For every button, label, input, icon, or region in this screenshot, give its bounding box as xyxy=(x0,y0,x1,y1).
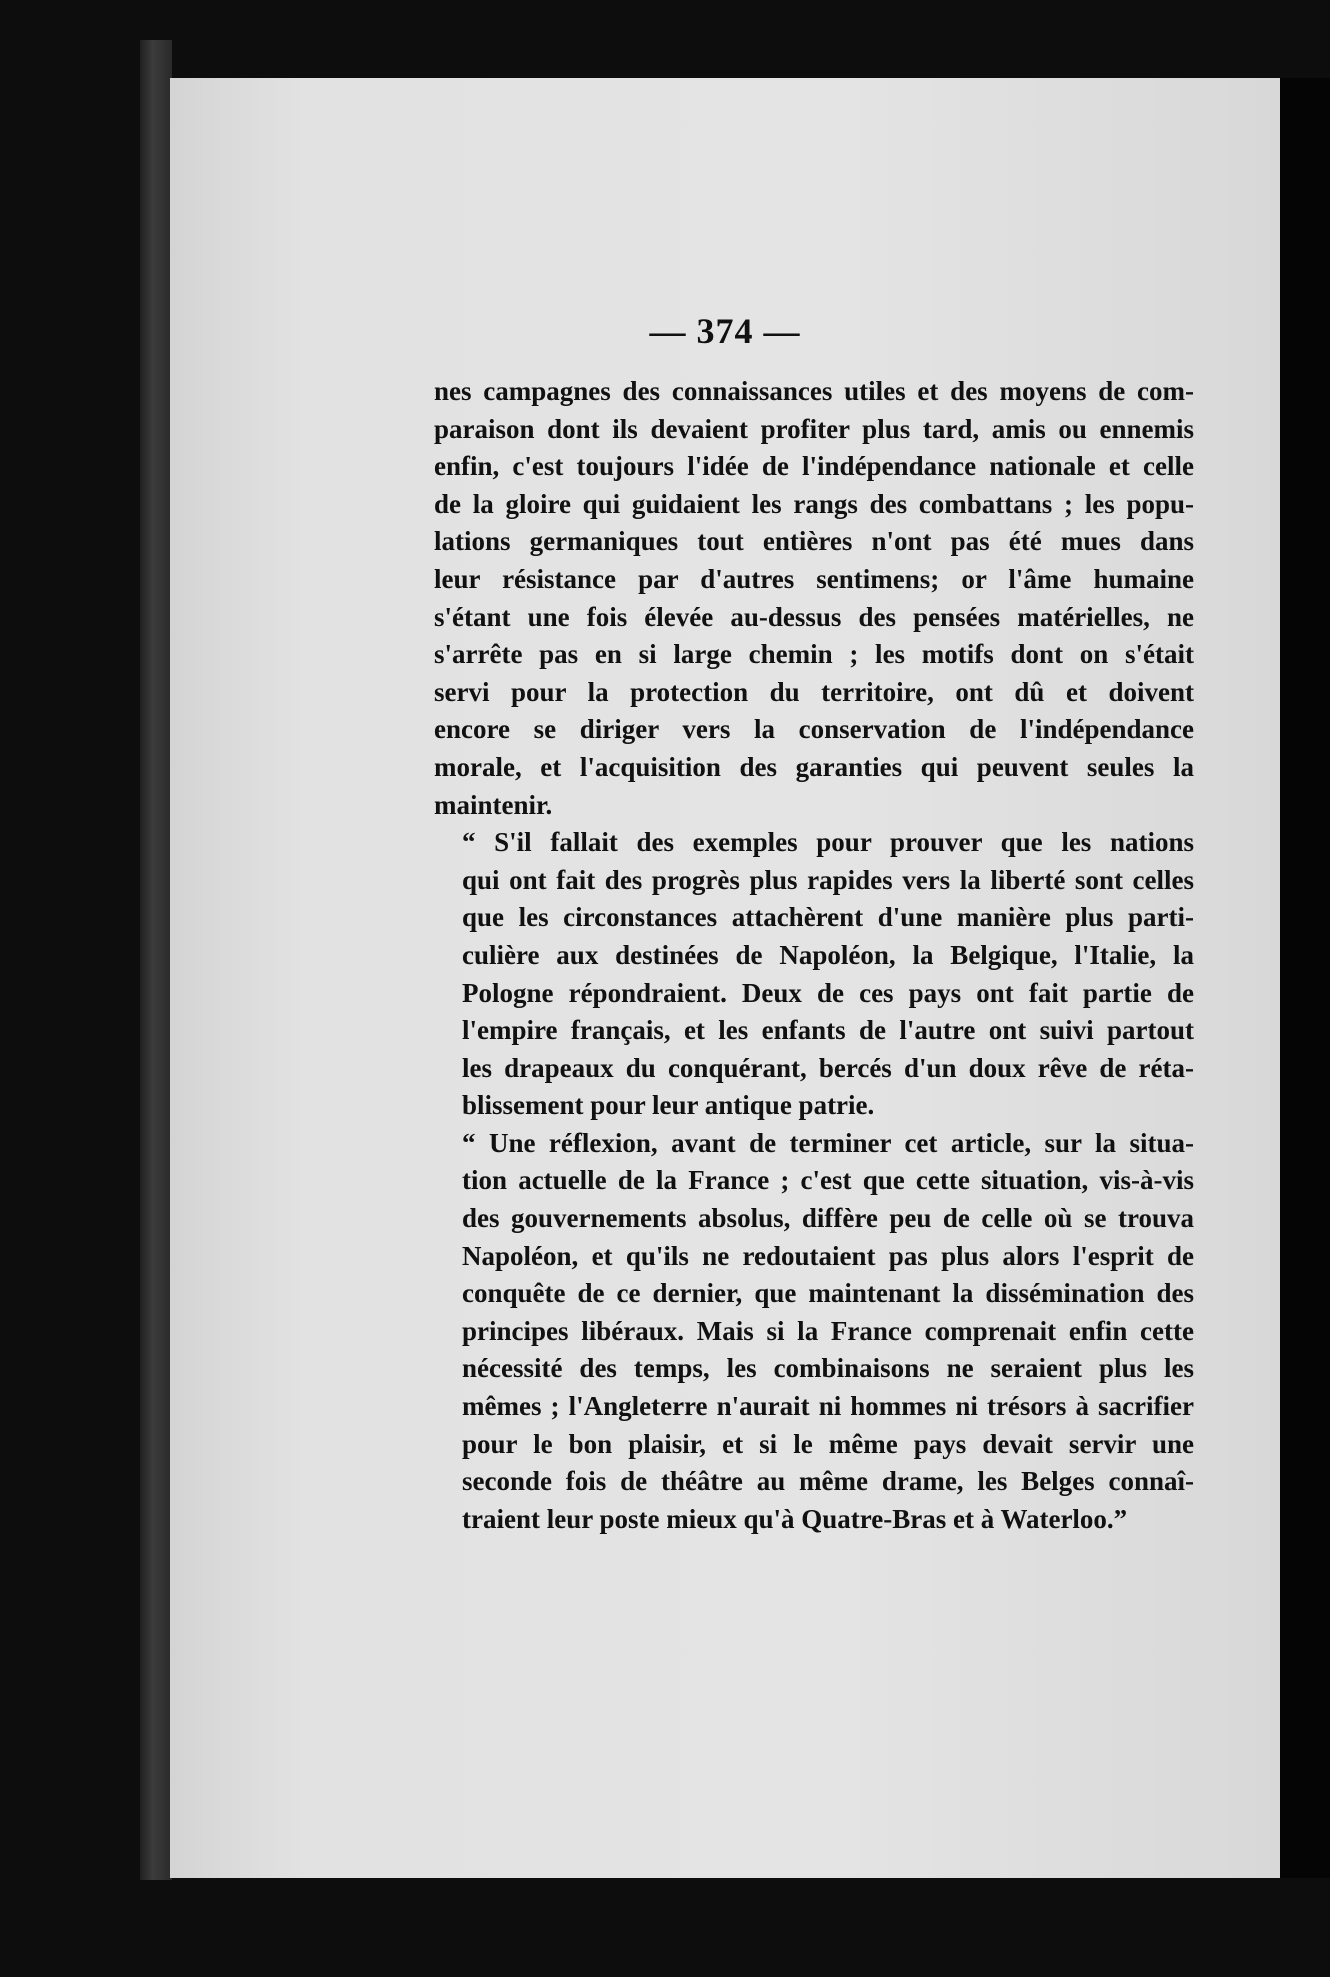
page-edge-shadow xyxy=(1280,78,1330,1878)
text-line: que les circonstances attachèrent d'une manière plus parti- xyxy=(462,902,1194,933)
text-line: s'arrête pas en si large chemin ; les motifs dont on s'était xyxy=(434,639,1194,670)
book-binding xyxy=(140,40,172,1880)
text-line: des gouvernements absolus, diffère peu de celle où se trouva xyxy=(462,1203,1194,1234)
text-line: pour le bon plaisir, et si le même pays devait servir une xyxy=(462,1428,1194,1459)
text-line: nécessité des temps, les combinaisons ne seraient plus les xyxy=(462,1353,1194,1384)
text-line: les drapeaux du conquérant, bercés d'un doux rêve de réta- xyxy=(462,1052,1194,1083)
text-line: l'empire français, et les enfants de l'autre ont suivi partout xyxy=(462,1015,1194,1046)
text-line: lations germaniques tout entières n'ont pas été mues dans xyxy=(434,526,1194,557)
text-line: nes campagnes des connaissances utiles et des moyens de com- xyxy=(434,376,1194,406)
text-line: de la gloire qui guidaient les rangs des combattans ; les popu- xyxy=(434,488,1194,519)
text-line: maintenir. xyxy=(434,789,553,820)
text-line: “ Une réflexion, avant de terminer cet article, sur la situa- xyxy=(462,1127,1194,1158)
text-line: principes libéraux. Mais si la France comprenait enfin cette xyxy=(462,1315,1194,1346)
text-line: paraison dont ils devaient profiter plus tard, amis ou ennemis xyxy=(434,413,1194,444)
paragraph-3 xyxy=(434,1125,1194,1539)
text-line: culière aux destinées de Napoléon, la Belgique, l'Italie, la xyxy=(462,939,1194,970)
text-line: conquête de ce dernier, que maintenant la dissémination des xyxy=(462,1278,1194,1309)
text-line: Napoléon, et qu'ils ne redoutaient pas plus alors l'esprit de xyxy=(462,1240,1194,1271)
text-line: “ S'il fallait des exemples pour prouver que les nations xyxy=(462,827,1194,858)
text-line: qui ont fait des progrès plus rapides vers la liberté sont celles xyxy=(462,864,1194,895)
page-body-text xyxy=(434,373,1194,1538)
text-line: Pologne répondraient. Deux de ces pays ont fait partie de xyxy=(462,977,1194,1008)
text-line: leur résistance par d'autres sentimens; or l'âme humaine xyxy=(434,563,1194,594)
paragraph-2 xyxy=(434,824,1194,1125)
text-line: s'étant une fois élevée au-dessus des pensées matérielles, ne xyxy=(434,601,1194,632)
text-line: enfin, c'est toujours l'idée de l'indépendance nationale et celle xyxy=(434,451,1194,482)
text-line: servi pour la protection du territoire, ont dû et doivent xyxy=(434,676,1194,707)
paragraph-1 xyxy=(434,373,1194,824)
text-line: mêmes ; l'Angleterre n'aurait ni hommes ni trésors à sacrifier xyxy=(462,1391,1194,1422)
page-number: — 374 — xyxy=(649,311,801,351)
text-line: encore se diriger vers la conservation de l'indépendance xyxy=(434,714,1194,745)
text-line: seconde fois de théâtre au même drame, les Belges connaî- xyxy=(462,1466,1194,1497)
text-line: morale, et l'acquisition des garanties qui peuvent seules la xyxy=(434,751,1194,782)
text-line: tion actuelle de la France ; c'est que cette situation, vis-à-vis xyxy=(462,1165,1194,1196)
text-line: traient leur poste mieux qu'à Quatre-Bras et à Waterloo.” xyxy=(462,1503,1128,1534)
text-line: blissement pour leur antique patrie. xyxy=(462,1090,875,1121)
